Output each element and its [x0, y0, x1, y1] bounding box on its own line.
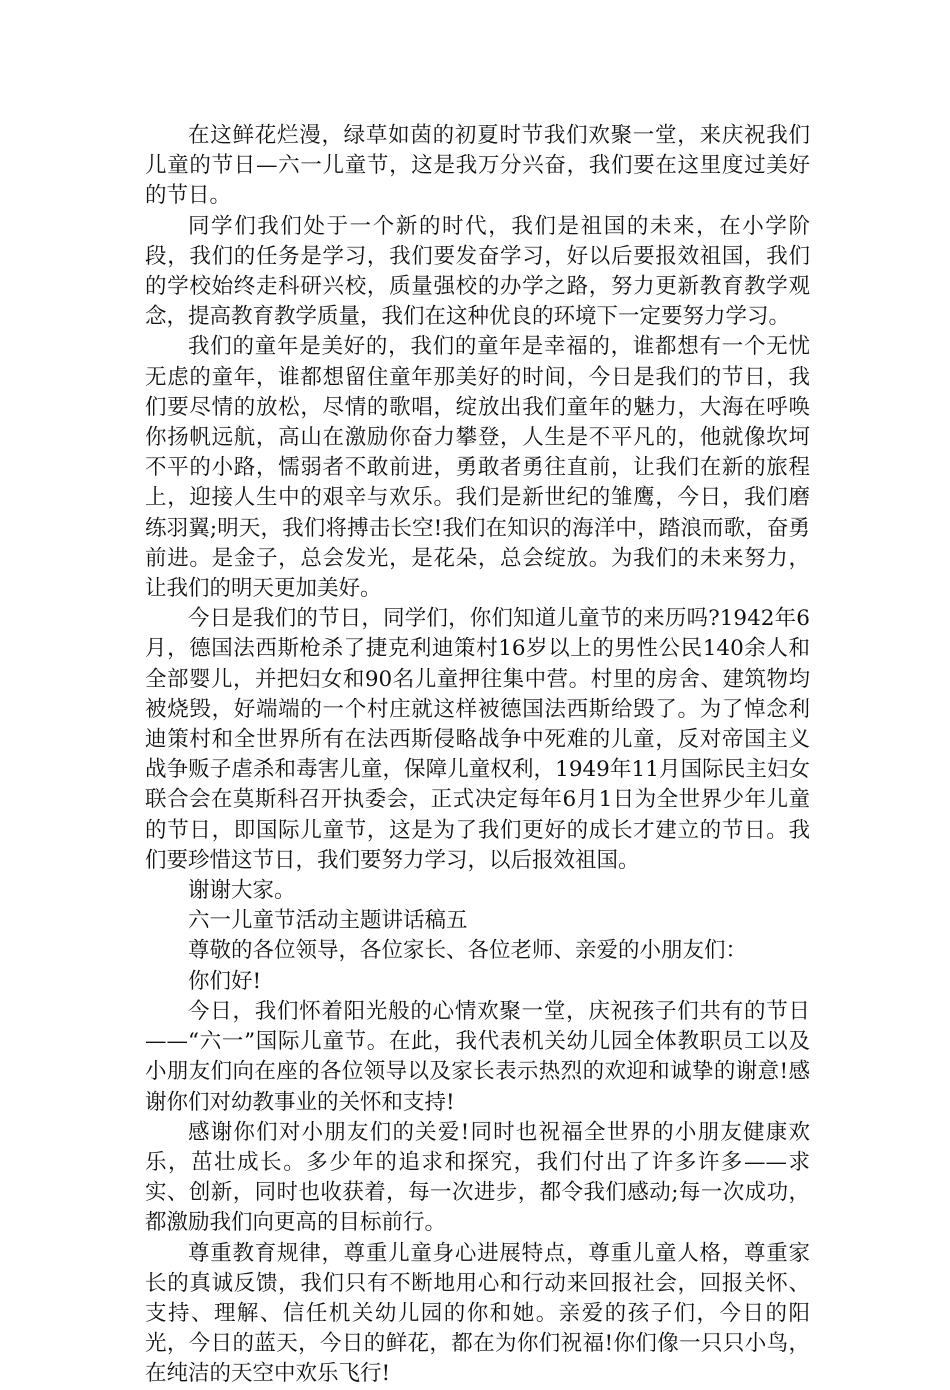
greeting: 你们好!	[188, 968, 262, 994]
document-body	[145, 121, 810, 1390]
paragraph-2: 同学们我们处于一个新的时代，我们是祖国的未来，在小学阶段，我们的任务是学习，我们要发奋学习，好以后要报效祖国，我们的学校始终走科研兴校，质量强校的办学之路，努力更新教育教学观念，提高教育教学质量，我们在这种优良的环境下一定要努力学习。	[145, 213, 810, 330]
paragraph-5: 今日，我们怀着阳光般的心情欢聚一堂，庆祝孩子们共有的节日——“六一”国际儿童节。在此，我代表机关幼儿园全体教职员工以及小朋友们向在座的各位领导以及家长表示热烈的欢迎和诚挚的谢意!感谢你们对幼教事业的关怀和支持!	[145, 998, 810, 1115]
paragraph-6: 感谢你们对小朋友们的关爱!同时也祝福全世界的小朋友健康欢乐，茁壮成长。多少年的追求和探究，我们付出了许多许多——求实、创新，同时也收获着，每一次进步，都令我们感动;每一次成功，都激励我们向更高的目标前行。	[145, 1119, 810, 1236]
paragraph-7: 尊重教育规律，尊重儿童身心进展特点，尊重儿童人格，尊重家长的真诚反馈，我们只有不断地用心和行动来回报社会，回报关怀、支持、理解、信任机关幼儿园的你和她。亲爱的孩子们，今日的阳光，今日的蓝天，今日的鲜花，都在为你们祝福!你们像一只只小鸟，在纯洁的天空中欢乐飞行!	[145, 1240, 810, 1387]
paragraph-4: 今日是我们的节日，同学们，你们知道儿童节的来历吗?1942年6月，德国法西斯枪杀了捷克利迪策村16岁以上的男性公民140余人和全部婴儿，并把妇女和90名儿童押往集中营。村里的房舍、建筑物均被烧毁，好端端的一个村庄就这样被德国法西斯给毁了。为了悼念利迪策村和全世界所有在法西斯侵略战争中死难的儿童，反对帝国主义战争贩子虐杀和毒害儿童，保障儿童权利，1949年11月国际民主妇女联合会在莫斯科召开执委会，正式决定每年6月1日为全世界少年儿童的节日，即国际儿童节，这是为了我们更好的成长才建立的节日。我们要珍惜这节日，我们要努力学习，以后报效祖国。	[145, 606, 810, 873]
paragraph-thanks: 谢谢大家。	[188, 878, 296, 904]
paragraph-3: 我们的童年是美好的，我们的童年是幸福的，谁都想有一个无忧无虑的童年，谁都想留住童年那美好的时间，今日是我们的节日，我们要尽情的放松，尽情的歌唱，绽放出我们童年的魅力，大海在呼唤你扬帆远航，高山在激励你奋力攀登，人生是不平凡的，他就像坎坷不平的小路，懦弱者不敢前进，勇敢者勇往直前，让我们在新的旅程上，迎接人生中的艰辛与欢乐。我们是新世纪的雏鹰，今日，我们磨练羽翼;明天，我们将搏击长空!我们在知识的海洋中，踏浪而歌，奋勇前进。是金子，总会发光，是花朵，总会绽放。为我们的未来努力，让我们的明天更加美好。	[145, 334, 810, 602]
paragraph-1: 在这鲜花烂漫，绿草如茵的初夏时节我们欢聚一堂，来庆祝我们儿童的节日—六一儿童节，这是我万分兴奋，我们要在这里度过美好的节日。	[145, 123, 810, 209]
salutation: 尊敬的各位领导，各位家长、各位老师、亲爱的小朋友们：	[188, 938, 748, 964]
section-heading: 六一儿童节活动主题讲话稿五	[188, 908, 468, 934]
